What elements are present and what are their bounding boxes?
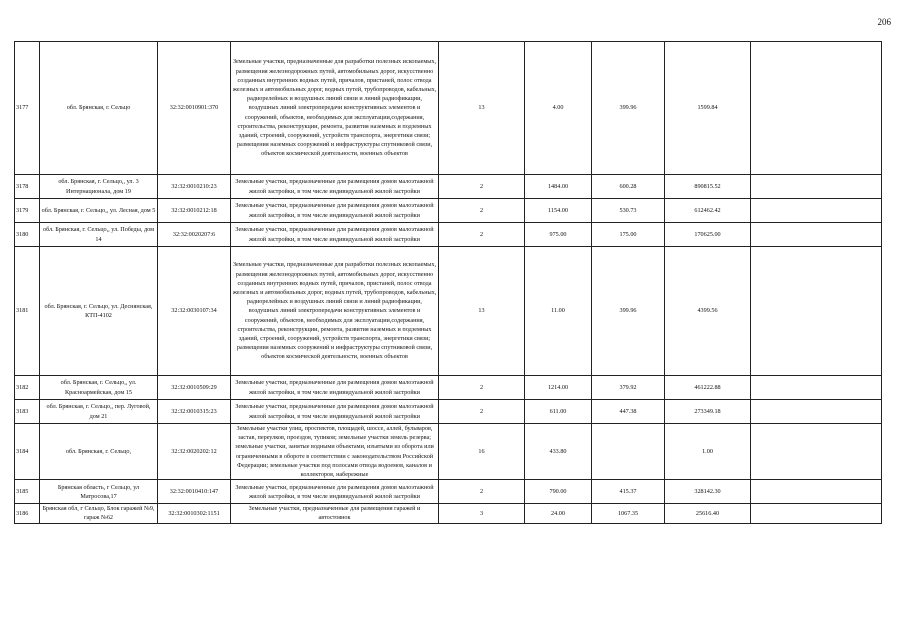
specific-value-cell: 600.28 — [592, 175, 665, 199]
group-code-cell: 2 — [439, 199, 525, 223]
cadastral-value-cell: 1.00 — [665, 424, 751, 480]
row-number: 3177 — [15, 42, 40, 175]
cadastral-number-cell: 32:32:0020207:6 — [158, 223, 231, 247]
cadastral-value-cell: 170625.00 — [665, 223, 751, 247]
row-number: 3179 — [15, 199, 40, 223]
address-cell: обл. Брянская, г. Сельцо,, пер. Луговой, дом 21 — [40, 400, 158, 424]
cadastral-number-cell: 32:32:0020202:12 — [158, 424, 231, 480]
address-cell: обл. Брянская, г. Сельцо,, ул. Лесная, дом 5 — [40, 199, 158, 223]
cadastral-value-cell: 273349.18 — [665, 400, 751, 424]
group-code-cell: 13 — [439, 247, 525, 376]
area-cell: 433.80 — [525, 424, 592, 480]
cadastral-value-cell: 612462.42 — [665, 199, 751, 223]
land-use-cell: Земельные участки, предназначенные для размещения домов малоэтажной жилой застройки, в том числе индивидуальной жилой застройки — [231, 199, 439, 223]
table-row — [15, 504, 882, 523]
table-row — [15, 424, 882, 480]
specific-value-cell: 399.96 — [592, 247, 665, 376]
table-row — [15, 199, 882, 223]
table-body — [15, 42, 882, 524]
land-use-cell: Земельные участки, предназначенные для размещения гаражей и автостоянок — [231, 504, 439, 523]
blank-cell — [751, 175, 882, 199]
cadastral-value-cell: 890815.52 — [665, 175, 751, 199]
blank-cell — [751, 247, 882, 376]
cadastral-value-cell: 25616.40 — [665, 504, 751, 523]
blank-cell — [751, 504, 882, 523]
cadastral-number-cell: 32:32:0010410:147 — [158, 480, 231, 504]
blank-cell — [751, 42, 882, 175]
group-code-cell: 13 — [439, 42, 525, 175]
area-cell: 1154.00 — [525, 199, 592, 223]
area-cell: 611.00 — [525, 400, 592, 424]
specific-value-cell: 447.38 — [592, 400, 665, 424]
group-code-cell: 3 — [439, 504, 525, 523]
address-cell: Брянская обл, г Сельцо, Блок гаражей №9, гараж №62 — [40, 504, 158, 523]
specific-value-cell: 399.96 — [592, 42, 665, 175]
cadastral-number-cell: 32:32:0010210:23 — [158, 175, 231, 199]
row-number: 3183 — [15, 400, 40, 424]
table-row — [15, 400, 882, 424]
table-row — [15, 175, 882, 199]
cadastral-number-cell: 32:32:0010509:29 — [158, 376, 231, 400]
row-number: 3181 — [15, 247, 40, 376]
land-use-cell: Земельные участки улиц, проспектов, площадей, шоссе, аллей, бульваров, застав, переулков, проездов, тупиков; земельные участки земель резерва; земельные участки, занятые водными объектами, изъятыми из оборота или ограниченными в обороте в соответствии с законодательством Российской Федерации; земельные участки под полосами отвода водоемов, каналов и коллекторов, набережные — [231, 424, 439, 480]
row-number: 3182 — [15, 376, 40, 400]
address-cell: обл. Брянская, г. Сельцо, ул. Деснянская, КТП-4102 — [40, 247, 158, 376]
area-cell: 790.00 — [525, 480, 592, 504]
land-use-cell: Земельные участки, предназначенные для размещения домов малоэтажной жилой застройки, в том числе индивидуальной жилой застройки — [231, 175, 439, 199]
table-row — [15, 42, 882, 175]
land-use-cell: Земельные участки, предназначенные для размещения домов малоэтажной жилой застройки, в том числе индивидуальной жилой застройки — [231, 376, 439, 400]
land-use-cell: Земельные участки, предназначенные для разработки полезных ископаемых, размещения железнодорожных путей, автомобильных дорог, искусственно созданных внутренних водных путей, причалов, пристаней, полос отвода железных и автомобильных дорог, водных путей, трубопроводов, кабельных, радиорелейных и воздушных линий связи и линий радиофикации, воздушных линий электропередачи конструктивных элементов и сооружений, объектов, необходимых для эксплуатации,содержания, строительства, реконструкции, ремонта, развития наземных и подземных зданий, строений, сооружений, устройств транспорта, энергетики связи; размещения наземных сооружений и инфраструктуры спутниковой связи, объектов космической деятельности, военных объектов — [231, 42, 439, 175]
page-number: 206 — [877, 17, 891, 27]
area-cell: 1214.00 — [525, 376, 592, 400]
group-code-cell: 16 — [439, 424, 525, 480]
cadastral-value-table — [14, 41, 882, 524]
cadastral-number-cell: 32:32:0030107:34 — [158, 247, 231, 376]
address-cell: обл. Брянская, г. Сельцо — [40, 42, 158, 175]
address-cell: обл. Брянская, г. Сельцо,, ул. Красноармейская, дом 15 — [40, 376, 158, 400]
land-use-cell: Земельные участки, предназначенные для размещения домов малоэтажной жилой застройки, в том числе индивидуальной жилой застройки — [231, 400, 439, 424]
area-cell: 11.00 — [525, 247, 592, 376]
address-cell: Брянская область, г Сельцо, ул Матросова,17 — [40, 480, 158, 504]
row-number: 3180 — [15, 223, 40, 247]
blank-cell — [751, 199, 882, 223]
cadastral-number-cell: 32:32:0010302:1151 — [158, 504, 231, 523]
group-code-cell: 2 — [439, 400, 525, 424]
cadastral-value-cell: 328142.30 — [665, 480, 751, 504]
specific-value-cell: 1067.35 — [592, 504, 665, 523]
blank-cell — [751, 480, 882, 504]
land-use-cell: Земельные участки, предназначенные для размещения домов малоэтажной жилой застройки, в том числе индивидуальной жилой застройки — [231, 480, 439, 504]
group-code-cell: 2 — [439, 480, 525, 504]
cadastral-value-cell: 4399.56 — [665, 247, 751, 376]
table-row — [15, 223, 882, 247]
address-cell: обл. Брянская, г. Сельцо,, ул. Победы, дом 14 — [40, 223, 158, 247]
specific-value-cell: 415.37 — [592, 480, 665, 504]
row-number: 3185 — [15, 480, 40, 504]
land-use-cell: Земельные участки, предназначенные для разработки полезных ископаемых, размещения железнодорожных путей, автомобильных дорог, искусственно созданных внутренних водных путей, причалов, пристаней, полос отвода железных и автомобильных дорог, водных путей, трубопроводов, кабельных, радиорелейных и воздушных линий связи и линий радиофикации, воздушных линий электропередачи конструктивных элементов и сооружений, объектов, необходимых для эксплуатации,содержания, строительства, реконструкции, ремонта, развития наземных и подземных зданий, строений, сооружений, устройств транспорта, энергетики связи; размещения наземных сооружений и инфраструктуры спутниковой связи, объектов космической деятельности, военных объектов — [231, 247, 439, 376]
group-code-cell: 2 — [439, 376, 525, 400]
blank-cell — [751, 400, 882, 424]
cadastral-number-cell: 32:32:0010315:23 — [158, 400, 231, 424]
address-cell: обл. Брянская, г. Сельцо, — [40, 424, 158, 480]
area-cell: 975.00 — [525, 223, 592, 247]
group-code-cell: 2 — [439, 175, 525, 199]
specific-value-cell — [592, 424, 665, 480]
table-row — [15, 376, 882, 400]
land-use-cell: Земельные участки, предназначенные для размещения домов малоэтажной жилой застройки, в том числе индивидуальной жилой застройки — [231, 223, 439, 247]
address-cell: обл. Брянская, г. Сельцо,, ул. 3 Интернационала, дом 19 — [40, 175, 158, 199]
area-cell: 1484.00 — [525, 175, 592, 199]
table-row — [15, 480, 882, 504]
area-cell: 4.00 — [525, 42, 592, 175]
blank-cell — [751, 376, 882, 400]
area-cell: 24.00 — [525, 504, 592, 523]
cadastral-number-cell: 32:32:0010901:370 — [158, 42, 231, 175]
specific-value-cell: 379.92 — [592, 376, 665, 400]
specific-value-cell: 530.73 — [592, 199, 665, 223]
blank-cell — [751, 424, 882, 480]
row-number: 3186 — [15, 504, 40, 523]
blank-cell — [751, 223, 882, 247]
cadastral-number-cell: 32:32:0010212:18 — [158, 199, 231, 223]
cadastral-value-cell: 461222.88 — [665, 376, 751, 400]
specific-value-cell: 175.00 — [592, 223, 665, 247]
row-number: 3178 — [15, 175, 40, 199]
group-code-cell: 2 — [439, 223, 525, 247]
table-row — [15, 247, 882, 376]
row-number: 3184 — [15, 424, 40, 480]
cadastral-value-cell: 1599.84 — [665, 42, 751, 175]
